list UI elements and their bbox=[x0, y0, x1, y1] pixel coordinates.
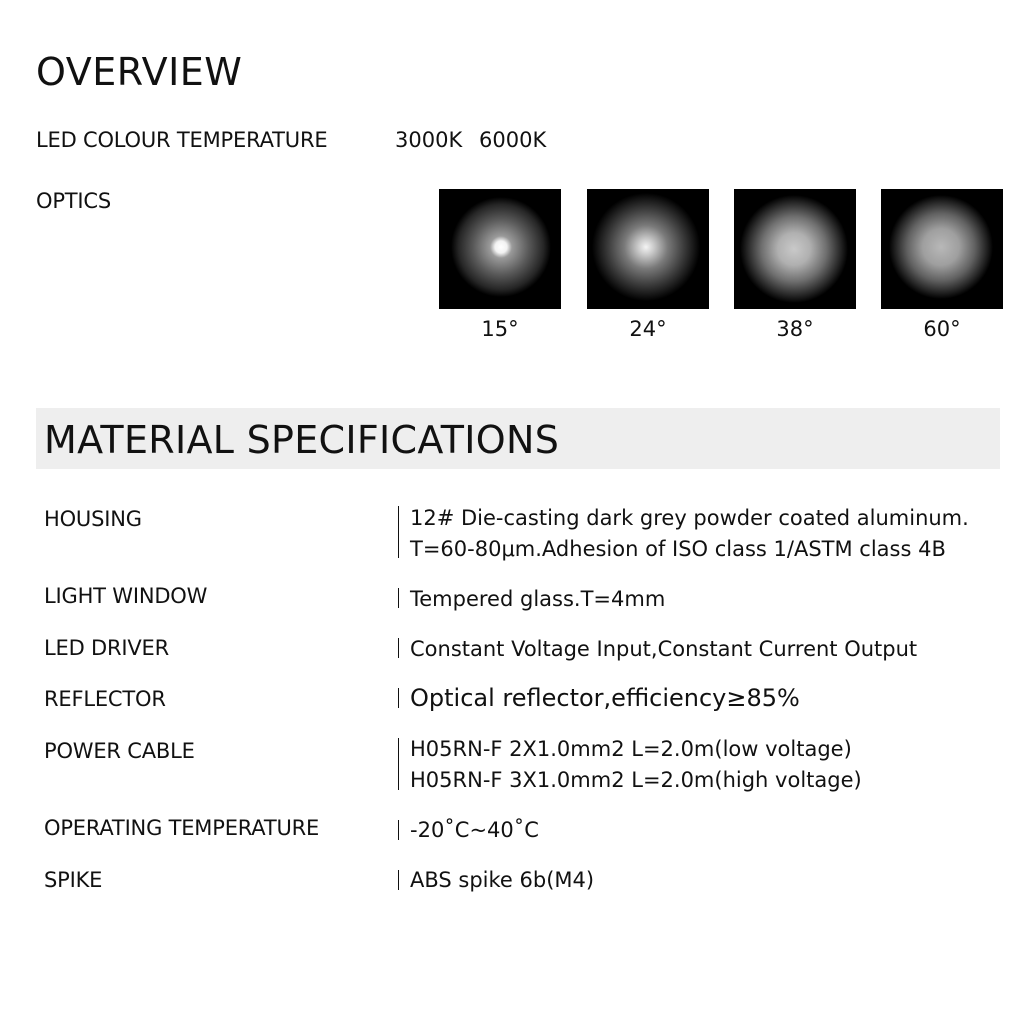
spec-value-line: H05RN-F 3X1.0mm2 L=2.0m(high voltage) bbox=[410, 768, 862, 792]
spec-divider bbox=[398, 588, 399, 608]
spec-value-line: H05RN-F 2X1.0mm2 L=2.0m(low voltage) bbox=[410, 737, 852, 761]
spec-value-line: 12# Die-casting dark grey powder coated aluminum. bbox=[410, 506, 969, 530]
beam-24-icon bbox=[587, 189, 709, 309]
spec-divider bbox=[398, 870, 399, 890]
spec-divider bbox=[398, 506, 399, 558]
optic-angle-label: 24° bbox=[629, 317, 667, 341]
spec-value-line: T=60-80μm.Adhesion of ISO class 1/ASTM class 4B bbox=[410, 537, 946, 561]
spec-value-operating-temperature bbox=[410, 815, 539, 846]
optic-angle-label: 60° bbox=[923, 317, 961, 341]
optic-angle-label: 38° bbox=[776, 317, 814, 341]
optics-label: OPTICS bbox=[36, 189, 112, 213]
optic-24-beam-image bbox=[587, 189, 709, 309]
optic-38-beam-image bbox=[734, 189, 856, 309]
spec-value-power-cable bbox=[410, 734, 862, 796]
overview-title: OVERVIEW bbox=[36, 50, 243, 94]
spec-value-line: Constant Voltage Input,Constant Current Output bbox=[410, 637, 918, 661]
beam-38-icon bbox=[734, 189, 856, 309]
optic-60-beam-image bbox=[881, 189, 1003, 309]
spec-value-line: Optical reflector,efficiency≥85% bbox=[410, 684, 800, 712]
spec-label-power-cable: POWER CABLE bbox=[44, 739, 195, 763]
spec-label-operating-temperature: OPERATING TEMPERATURE bbox=[44, 816, 320, 840]
beam-60-icon bbox=[881, 189, 1003, 309]
spec-value-led-driver bbox=[410, 634, 917, 665]
spec-label-led-driver: LED DRIVER bbox=[44, 636, 169, 660]
spec-divider bbox=[398, 638, 399, 658]
spec-value-light-window bbox=[410, 584, 665, 615]
colour-temperature-3000k: 3000K bbox=[395, 128, 463, 152]
spec-label-reflector: REFLECTOR bbox=[44, 687, 166, 711]
beam-15-icon bbox=[439, 189, 561, 309]
spec-value-line: -20˚C~40˚C bbox=[410, 818, 539, 842]
spec-divider bbox=[398, 688, 399, 708]
spec-label-light-window: LIGHT WINDOW bbox=[44, 584, 208, 608]
spec-value-line: ABS spike 6b(M4) bbox=[410, 868, 595, 892]
spec-value-reflector bbox=[410, 683, 800, 714]
spec-divider bbox=[398, 738, 399, 790]
material-specifications-title: MATERIAL SPECIFICATIONS bbox=[44, 418, 560, 462]
optic-15-beam-image bbox=[439, 189, 561, 309]
spec-value-housing bbox=[410, 503, 969, 565]
spec-label-housing: HOUSING bbox=[44, 507, 142, 531]
spec-divider bbox=[398, 820, 399, 840]
spec-value-spike bbox=[410, 865, 594, 896]
optic-angle-label: 15° bbox=[481, 317, 519, 341]
spec-value-line: Tempered glass.T=4mm bbox=[410, 587, 666, 611]
colour-temperature-6000k: 6000K bbox=[479, 128, 547, 152]
led-colour-temperature-label: LED COLOUR TEMPERATURE bbox=[36, 128, 328, 152]
spec-label-spike: SPIKE bbox=[44, 868, 103, 892]
